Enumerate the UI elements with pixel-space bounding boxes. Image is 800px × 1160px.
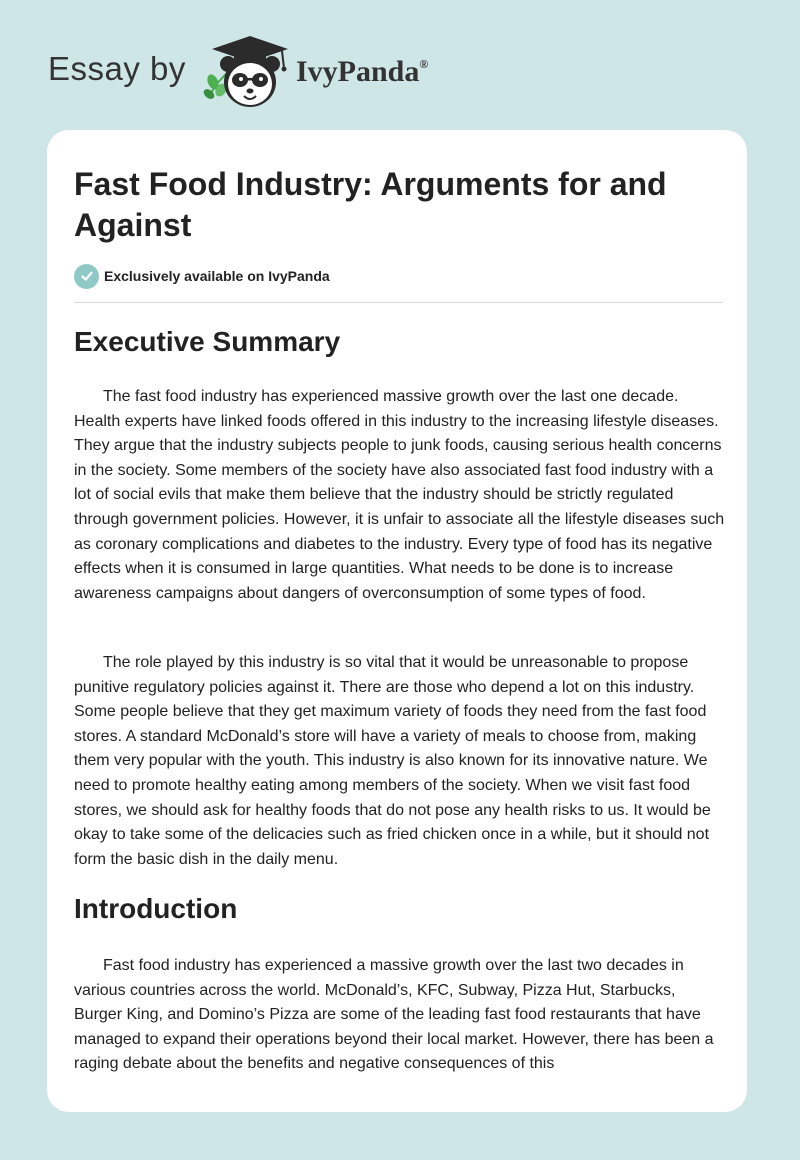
paragraph: The role played by this industry is so vital that it would be unreasonable to propose punitive regulatory policies against it. There are those who depend a lot on this industry. Some people believe that they get maximum variety of foods they need from the fast food stores. A standard McDonald’s store will have a variety of meals to choose from, making them very popular with the youth. This industry is also known for its innovative nature. We need to promote healthy eating among members of the society. When we visit fast food stores, we should ask for healthy foods that do not pose any health risks to us. It would be okay to take some of the delicacies such as fried chicken once in a while, but it should not form the basic dish in the daily menu.	[74, 654, 711, 868]
site-header	[0, 0, 800, 130]
essay-card	[47, 130, 747, 1112]
exclusive-badge	[74, 263, 330, 289]
panda-logo-icon[interactable]	[200, 34, 300, 110]
divider	[74, 302, 723, 303]
registered-mark: ®	[419, 57, 429, 71]
paragraph: Fast food industry has experienced a massive growth over the last two decades in various countries across the world. McDonald’s, KFC, Subway, Pizza Hut, Starbucks, Burger King, and Domino’s Pizza are some of the leading fast food restaurants that have managed to expand their operations beyond their local market. However, there has been a raging debate about the benefits and negative consequences of this	[74, 957, 714, 1073]
section-heading-introduction: Introduction	[74, 893, 238, 924]
brand-name-text: IvyPanda	[296, 55, 420, 88]
exclusive-badge-text: Exclusively available on IvyPanda	[104, 268, 330, 284]
paragraph: The fast food industry has experienced massive growth over the last one decade. Health experts have linked foods offered in this industry to the increasing lifestyle diseases. They argue that the industry subjects people to junk foods, causing serious health concerns in the society. Some members of the society have also associated fast food industry with a lot of social evils that make them believe that the industry should be strictly regulated through government policies. However, it is unfair to associate all the lifestyle diseases such as coronary complications and diabetes to the industry. Every type of food has its negative effects when it is consumed in large quantities. What needs to be done is to increase awareness campaigns about dangers of overconsumption of some types of food.	[74, 388, 725, 602]
essay-title: Fast Food Industry: Arguments for and Against	[74, 166, 667, 243]
brand-name[interactable]	[296, 55, 428, 89]
check-icon	[74, 264, 99, 289]
section-heading-executive-summary: Executive Summary	[74, 326, 341, 357]
essay-by-label: Essay by	[48, 50, 186, 87]
